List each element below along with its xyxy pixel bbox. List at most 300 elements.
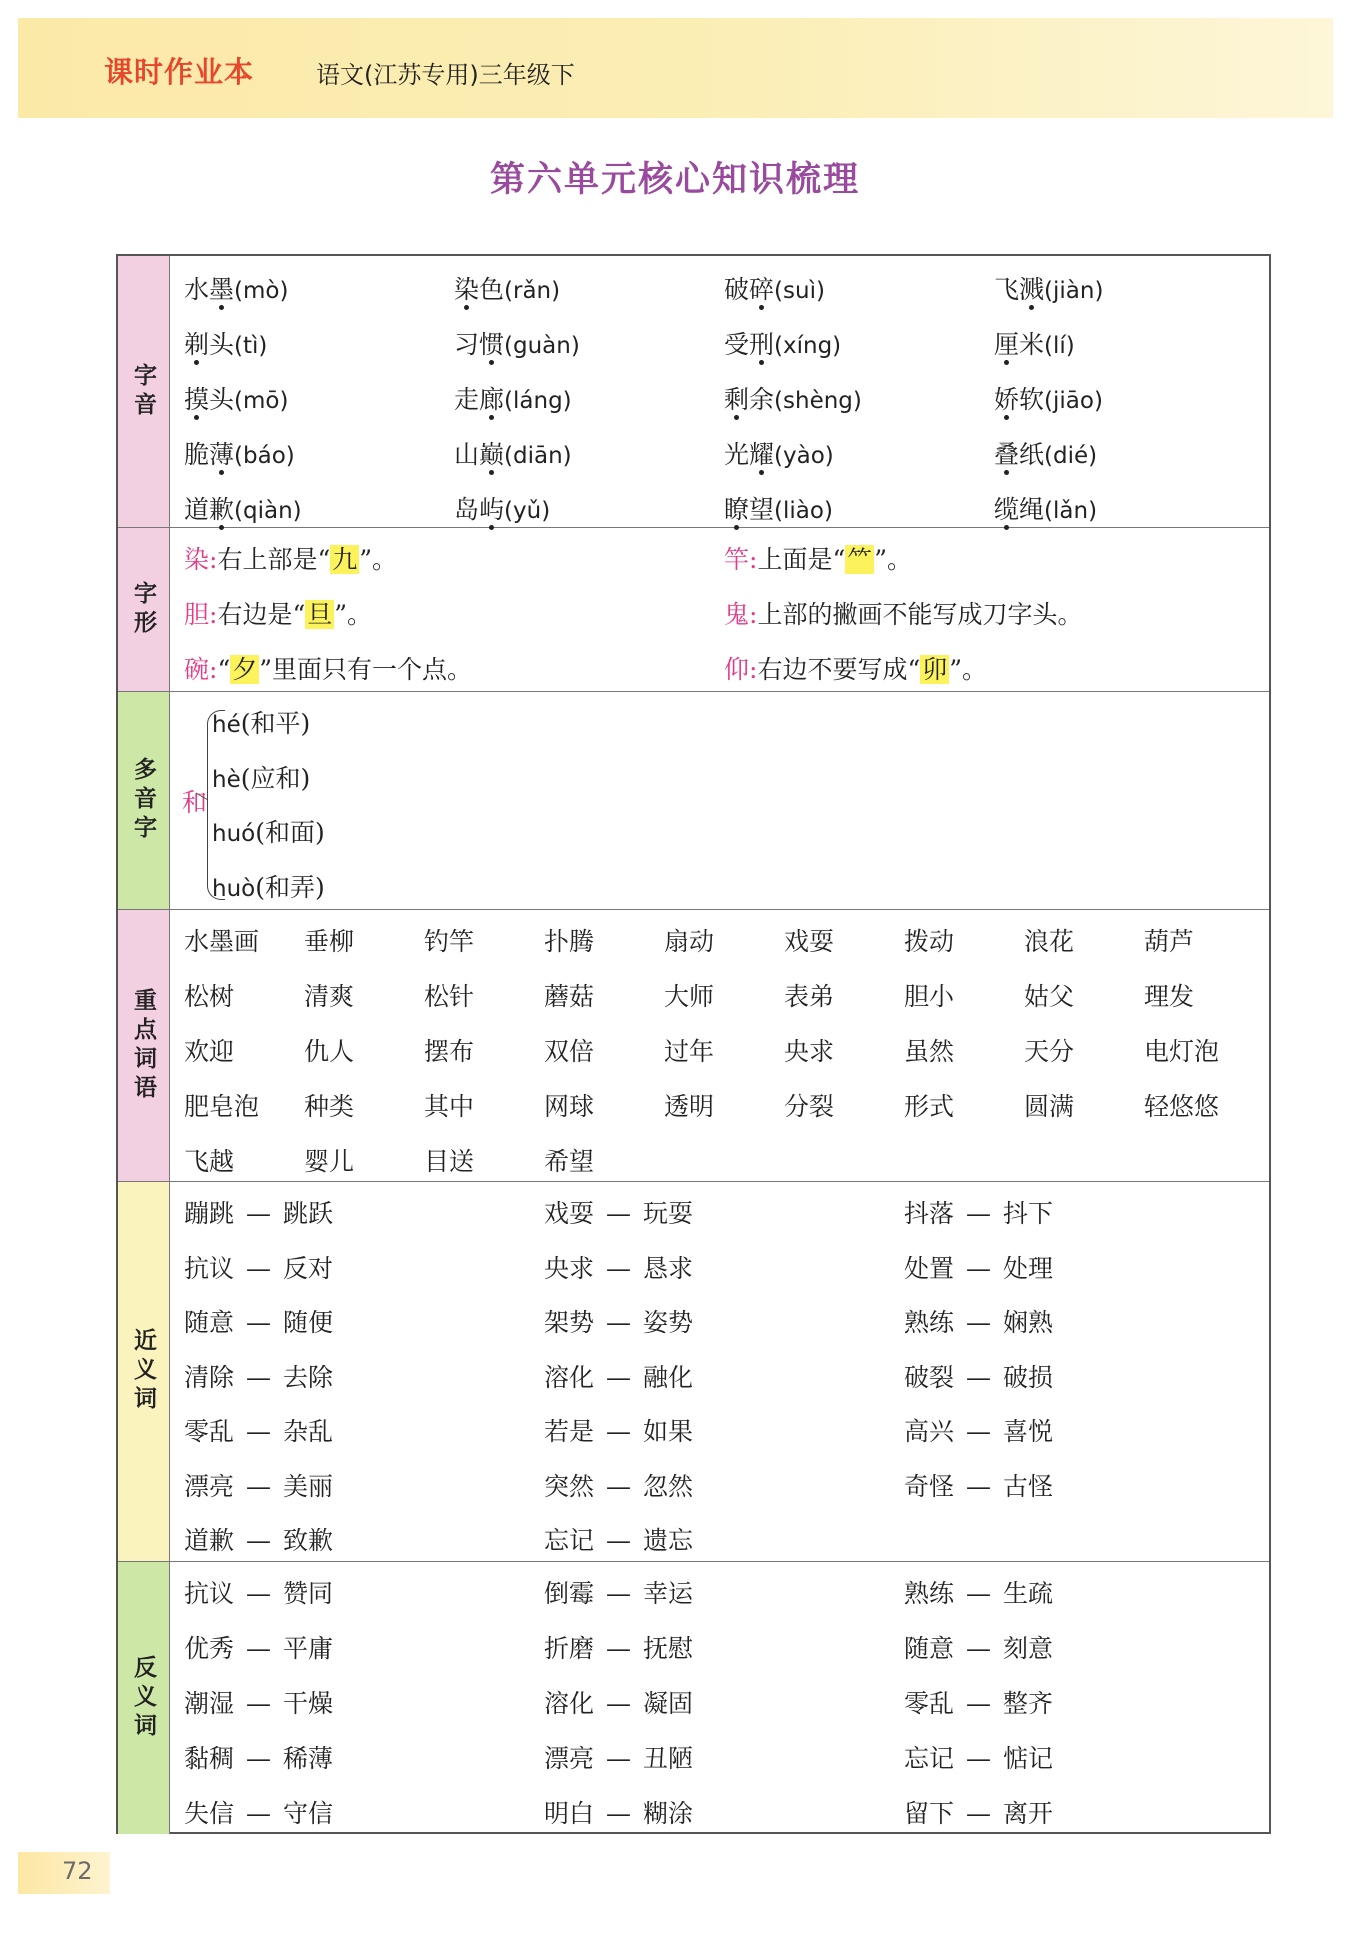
dash: — bbox=[246, 1308, 272, 1337]
word: 遗忘 bbox=[643, 1526, 694, 1555]
dotted-char: 薄 bbox=[209, 440, 235, 469]
word: 破裂 bbox=[904, 1362, 955, 1392]
note-text: “ bbox=[217, 655, 231, 684]
word-part: 飞 bbox=[994, 275, 1020, 304]
word: 熟练 bbox=[904, 1308, 955, 1337]
synonym-pair bbox=[904, 1303, 1053, 1339]
dotted-char: 屿 bbox=[479, 495, 505, 524]
pronunciation-item bbox=[994, 380, 1103, 416]
target-char: 胆 bbox=[184, 600, 210, 629]
synonym-pair bbox=[904, 1467, 1053, 1503]
word: 突然 bbox=[544, 1471, 595, 1501]
pinyin: (lí) bbox=[1044, 333, 1075, 359]
word: 明白 bbox=[544, 1799, 595, 1828]
pinyin: (jiàn) bbox=[1044, 278, 1104, 304]
reading-item bbox=[212, 704, 310, 740]
word-part: 望 bbox=[749, 495, 775, 524]
section-label-text: 近义词 bbox=[130, 1328, 156, 1415]
antonym-pair bbox=[904, 1794, 1053, 1830]
pinyin: (diān) bbox=[504, 443, 572, 469]
target-char: 竿 bbox=[724, 545, 750, 574]
synonym-pair bbox=[544, 1194, 693, 1230]
section-label-text: 字音 bbox=[130, 362, 156, 421]
dash: — bbox=[246, 1799, 272, 1828]
note-text: ”。 bbox=[359, 545, 398, 574]
word-part: 道 bbox=[184, 495, 210, 524]
dash: — bbox=[246, 1689, 272, 1718]
knowledge-table bbox=[116, 254, 1271, 1834]
dash: — bbox=[606, 1744, 632, 1773]
word: 溶化 bbox=[544, 1362, 595, 1392]
key-word: 圆满 bbox=[1024, 1092, 1075, 1121]
word: 高兴 bbox=[904, 1417, 955, 1446]
word-part: 余 bbox=[749, 385, 775, 414]
key-word: 肥皂泡 bbox=[184, 1092, 260, 1121]
pronunciation-item bbox=[724, 380, 862, 416]
page-number: 72 bbox=[62, 1857, 93, 1885]
word: 抖落 bbox=[904, 1199, 955, 1228]
word: 架势 bbox=[544, 1308, 595, 1337]
pinyin: (shèng) bbox=[774, 388, 862, 414]
page-title: 第六单元核心知识梳理 bbox=[489, 160, 860, 200]
word: 干燥 bbox=[283, 1689, 334, 1718]
pronunciation-item bbox=[454, 435, 572, 471]
note-text: 上部的撇画不能写成刀字头。 bbox=[757, 600, 1083, 629]
word: 零乱 bbox=[904, 1689, 955, 1718]
dash: — bbox=[606, 1362, 632, 1392]
key-word: 过年 bbox=[664, 1037, 715, 1066]
dash: — bbox=[606, 1689, 632, 1718]
word: 若是 bbox=[544, 1417, 595, 1446]
dash: — bbox=[606, 1526, 632, 1555]
dash: — bbox=[966, 1308, 992, 1337]
section-label bbox=[118, 1562, 170, 1834]
word: 离开 bbox=[1003, 1799, 1054, 1828]
dash: — bbox=[966, 1417, 992, 1446]
dash: — bbox=[246, 1253, 272, 1283]
word: 破损 bbox=[1003, 1362, 1054, 1392]
dash: — bbox=[606, 1634, 632, 1663]
highlighted-char: 九 bbox=[332, 545, 358, 574]
word: 融化 bbox=[643, 1362, 694, 1392]
section-label bbox=[118, 256, 170, 527]
dotted-char: 碎 bbox=[749, 275, 775, 304]
section-label bbox=[118, 692, 170, 909]
word: 倒霉 bbox=[544, 1579, 595, 1608]
dash: — bbox=[246, 1744, 272, 1773]
word: 喜悦 bbox=[1003, 1417, 1054, 1446]
dash: — bbox=[606, 1471, 632, 1501]
word-part: 米 bbox=[1019, 330, 1045, 359]
dotted-char: 娇 bbox=[994, 385, 1020, 414]
word: 漂亮 bbox=[544, 1744, 595, 1773]
pronunciation-item bbox=[184, 380, 288, 416]
note-text: ”。 bbox=[334, 600, 373, 629]
synonym-pair bbox=[184, 1249, 333, 1285]
pinyin: (liào) bbox=[774, 498, 833, 524]
word-part: 水 bbox=[184, 275, 210, 304]
section-duoyin bbox=[118, 692, 1269, 910]
pinyin: (guàn) bbox=[504, 333, 580, 359]
key-word: 胆小 bbox=[904, 982, 955, 1011]
brand-title: 课时作业本 bbox=[104, 55, 255, 89]
key-word: 形式 bbox=[904, 1092, 955, 1121]
word: 留下 bbox=[904, 1799, 955, 1828]
synonym-pair bbox=[184, 1194, 333, 1230]
pinyin: (yǔ) bbox=[504, 498, 551, 524]
word: 杂乱 bbox=[283, 1417, 334, 1446]
pronunciation-item bbox=[184, 325, 267, 361]
word: 抚慰 bbox=[643, 1634, 694, 1663]
section-content bbox=[170, 910, 1269, 1181]
word: 抗议 bbox=[184, 1253, 235, 1283]
pronunciation-item bbox=[994, 435, 1097, 471]
word: 生疏 bbox=[1003, 1579, 1054, 1608]
word: 戏耍 bbox=[544, 1199, 595, 1228]
word-part: 岛 bbox=[454, 495, 480, 524]
dotted-char: 廊 bbox=[479, 385, 505, 414]
key-word: 欢迎 bbox=[184, 1037, 235, 1066]
word-part: 纸 bbox=[1019, 440, 1045, 469]
key-word: 仇人 bbox=[304, 1037, 355, 1066]
word: 稀薄 bbox=[283, 1744, 334, 1773]
word: 央求 bbox=[544, 1253, 595, 1283]
pinyin: hé bbox=[212, 712, 241, 738]
word: 跳跃 bbox=[283, 1199, 334, 1228]
dash: — bbox=[966, 1744, 992, 1773]
word: 处置 bbox=[904, 1253, 955, 1283]
pronunciation-item bbox=[454, 325, 580, 361]
pinyin: (mò) bbox=[234, 278, 289, 304]
word-part: 色 bbox=[479, 275, 505, 304]
dash: — bbox=[966, 1362, 992, 1392]
key-word: 虽然 bbox=[904, 1037, 955, 1066]
key-word: 双倍 bbox=[544, 1037, 595, 1066]
synonym-pair bbox=[904, 1194, 1053, 1230]
pinyin: (báo) bbox=[234, 443, 295, 469]
pronunciation-item bbox=[724, 490, 833, 526]
highlighted-char: 旦 bbox=[307, 600, 333, 629]
example-word: (和平) bbox=[240, 709, 311, 738]
key-word: 松针 bbox=[424, 982, 475, 1011]
key-word: 网球 bbox=[544, 1092, 595, 1121]
dash: — bbox=[246, 1471, 272, 1501]
word: 赞同 bbox=[283, 1579, 334, 1608]
example-word: (应和) bbox=[240, 763, 311, 793]
antonym-pair bbox=[544, 1574, 693, 1610]
dash: — bbox=[606, 1199, 632, 1228]
word: 抖下 bbox=[1003, 1199, 1054, 1228]
word-part: 走 bbox=[454, 385, 480, 414]
dotted-char: 剩 bbox=[724, 385, 750, 414]
example-word: (和弄) bbox=[255, 872, 325, 902]
dotted-char: 叠 bbox=[994, 440, 1020, 469]
key-word: 分裂 bbox=[784, 1092, 835, 1121]
note-text: 上面是“ bbox=[757, 545, 846, 574]
note-text: ”。 bbox=[949, 655, 988, 684]
word: 蹦跳 bbox=[184, 1199, 235, 1228]
pronunciation-item bbox=[454, 380, 572, 416]
word-part: 山 bbox=[454, 440, 480, 469]
word: 糊涂 bbox=[643, 1799, 694, 1828]
dash: — bbox=[966, 1253, 992, 1283]
antonym-pair bbox=[184, 1629, 333, 1665]
dotted-char: 墨 bbox=[209, 275, 235, 304]
section-label bbox=[118, 528, 170, 691]
pronunciation-item bbox=[184, 490, 302, 526]
key-word: 垂柳 bbox=[304, 927, 355, 956]
pinyin: (tì) bbox=[234, 333, 268, 359]
word: 丑陋 bbox=[643, 1744, 694, 1773]
target-char: 染 bbox=[184, 545, 210, 574]
synonym-pair bbox=[184, 1521, 333, 1557]
word: 清除 bbox=[184, 1362, 235, 1392]
word-part: 头 bbox=[209, 385, 235, 414]
dotted-char: 瞭 bbox=[724, 495, 750, 524]
synonym-pair bbox=[184, 1358, 333, 1394]
antonym-pair bbox=[184, 1739, 333, 1775]
dotted-char: 惯 bbox=[479, 330, 505, 359]
note-text: 右边不要写成“ bbox=[757, 655, 921, 684]
word: 奇怪 bbox=[904, 1471, 955, 1501]
word: 熟练 bbox=[904, 1579, 955, 1608]
key-word: 葫芦 bbox=[1144, 927, 1195, 956]
section-content bbox=[170, 1562, 1269, 1834]
target-char: 碗 bbox=[184, 655, 210, 684]
word: 娴熟 bbox=[1003, 1308, 1054, 1337]
word-part: 头 bbox=[209, 330, 235, 359]
section-label-text: 多音字 bbox=[130, 757, 156, 844]
antonym-pair bbox=[544, 1794, 693, 1830]
key-word: 其中 bbox=[424, 1092, 475, 1121]
synonym-pair bbox=[904, 1249, 1053, 1285]
word: 随意 bbox=[184, 1308, 235, 1337]
word: 刻意 bbox=[1003, 1634, 1054, 1663]
word: 折磨 bbox=[544, 1634, 595, 1663]
word: 美丽 bbox=[283, 1471, 334, 1501]
key-word: 种类 bbox=[304, 1092, 355, 1121]
key-word: 摆布 bbox=[424, 1037, 475, 1066]
colon: : bbox=[209, 600, 218, 629]
dash: — bbox=[966, 1799, 992, 1828]
word: 惦记 bbox=[1003, 1744, 1054, 1773]
word: 零乱 bbox=[184, 1417, 235, 1446]
antonym-pair bbox=[544, 1629, 693, 1665]
section-content bbox=[170, 1182, 1269, 1561]
antonym-pair bbox=[544, 1739, 693, 1775]
key-word: 钓竿 bbox=[424, 927, 475, 956]
target-char: 鬼 bbox=[724, 600, 750, 629]
antonym-pair bbox=[904, 1684, 1053, 1720]
key-word: 透明 bbox=[664, 1092, 715, 1121]
key-word: 央求 bbox=[784, 1037, 835, 1066]
word-part: 脆 bbox=[184, 440, 210, 469]
word-part: 软 bbox=[1019, 385, 1045, 414]
key-word: 戏耍 bbox=[784, 927, 835, 956]
key-word: 扑腾 bbox=[544, 927, 595, 956]
key-word: 婴儿 bbox=[304, 1147, 355, 1176]
word: 凝固 bbox=[643, 1689, 694, 1718]
key-word: 扇动 bbox=[664, 927, 715, 956]
dash: — bbox=[966, 1579, 992, 1608]
pinyin: (láng) bbox=[504, 388, 572, 414]
synonym-pair bbox=[904, 1358, 1053, 1394]
section-label bbox=[118, 910, 170, 1181]
synonym-pair bbox=[544, 1467, 693, 1503]
word-part: 光 bbox=[724, 440, 750, 469]
word: 潮湿 bbox=[184, 1689, 235, 1718]
pronunciation-item bbox=[724, 325, 841, 361]
dash: — bbox=[246, 1362, 272, 1392]
key-word: 松树 bbox=[184, 982, 235, 1011]
word: 处理 bbox=[1003, 1253, 1054, 1283]
highlighted-char: 夕 bbox=[232, 655, 258, 684]
word: 如果 bbox=[643, 1417, 694, 1446]
dotted-char: 剃 bbox=[184, 330, 210, 359]
colon: : bbox=[749, 545, 758, 574]
pinyin: (lǎn) bbox=[1044, 498, 1098, 524]
reading-item bbox=[212, 813, 325, 849]
word: 随意 bbox=[904, 1634, 955, 1663]
target-char: 仰 bbox=[724, 655, 750, 684]
section-content bbox=[170, 256, 1269, 527]
dotted-char: 耀 bbox=[749, 440, 775, 469]
dash: — bbox=[246, 1199, 272, 1228]
pronunciation-item bbox=[454, 270, 560, 306]
word: 优秀 bbox=[184, 1634, 235, 1663]
word: 幸运 bbox=[643, 1579, 694, 1608]
pinyin: huó bbox=[212, 821, 256, 847]
pronunciation-item bbox=[994, 490, 1097, 526]
section-label-text: 反义词 bbox=[130, 1654, 156, 1742]
dotted-char: 染 bbox=[454, 275, 480, 304]
key-word: 清爽 bbox=[304, 982, 355, 1011]
section-content bbox=[170, 528, 1269, 691]
antonym-pair bbox=[904, 1574, 1053, 1610]
key-word: 拨动 bbox=[904, 927, 955, 956]
character-form-note bbox=[724, 595, 1082, 631]
synonym-pair bbox=[544, 1249, 693, 1285]
word: 道歉 bbox=[184, 1526, 235, 1555]
dash: — bbox=[966, 1471, 992, 1501]
key-word: 天分 bbox=[1024, 1037, 1075, 1066]
dash: — bbox=[966, 1199, 992, 1228]
pinyin: huò bbox=[212, 875, 256, 902]
pronunciation-item bbox=[454, 490, 550, 526]
synonym-pair bbox=[544, 1412, 693, 1448]
dash: — bbox=[246, 1634, 272, 1663]
word: 守信 bbox=[283, 1799, 334, 1828]
highlighted-char: ⺮ bbox=[847, 545, 873, 574]
dash: — bbox=[966, 1689, 992, 1718]
pinyin: (suì) bbox=[774, 278, 825, 304]
colon: : bbox=[749, 600, 758, 629]
pinyin: hè bbox=[212, 766, 241, 793]
section-label-text: 字形 bbox=[130, 580, 156, 639]
character-form-note bbox=[184, 540, 397, 576]
pinyin: (dié) bbox=[1044, 443, 1098, 469]
key-word: 电灯泡 bbox=[1144, 1037, 1220, 1066]
key-word: 大师 bbox=[664, 982, 715, 1011]
section-label-text: 重点词语 bbox=[130, 987, 156, 1104]
antonym-pair bbox=[544, 1684, 693, 1720]
dash: — bbox=[606, 1799, 632, 1828]
pronunciation-item bbox=[724, 270, 825, 306]
dash: — bbox=[606, 1308, 632, 1337]
word: 整齐 bbox=[1003, 1689, 1054, 1718]
key-word: 飞越 bbox=[184, 1147, 235, 1176]
synonym-pair bbox=[184, 1467, 333, 1503]
reading-item bbox=[212, 868, 325, 904]
key-word: 表弟 bbox=[784, 982, 835, 1011]
antonym-pair bbox=[184, 1574, 333, 1610]
dotted-char: 刑 bbox=[749, 330, 775, 359]
highlighted-char: 卯 bbox=[922, 655, 948, 684]
word-part: 破 bbox=[724, 275, 750, 304]
word: 忘记 bbox=[904, 1744, 955, 1773]
synonym-pair bbox=[904, 1412, 1053, 1448]
dotted-char: 巅 bbox=[479, 440, 505, 469]
key-word: 希望 bbox=[544, 1147, 595, 1176]
note-text: ”里面只有一个点。 bbox=[259, 655, 473, 684]
word: 抗议 bbox=[184, 1579, 235, 1608]
word-part: 受 bbox=[724, 330, 750, 359]
dash: — bbox=[246, 1526, 272, 1555]
dash: — bbox=[606, 1417, 632, 1446]
antonym-pair bbox=[904, 1629, 1053, 1665]
word: 失信 bbox=[184, 1799, 235, 1828]
synonym-pair bbox=[544, 1521, 693, 1557]
reading-item bbox=[212, 759, 310, 795]
word: 随便 bbox=[283, 1308, 334, 1337]
character-form-note bbox=[724, 540, 912, 576]
pronunciation-item bbox=[184, 435, 295, 471]
dash: — bbox=[246, 1579, 272, 1608]
pronunciation-item bbox=[184, 270, 288, 306]
key-word: 姑父 bbox=[1024, 982, 1075, 1011]
note-text: 右边是“ bbox=[217, 600, 306, 629]
word: 黏稠 bbox=[184, 1744, 235, 1773]
word: 平庸 bbox=[283, 1634, 334, 1663]
dash: — bbox=[606, 1253, 632, 1283]
pinyin: (jiāo) bbox=[1044, 388, 1103, 414]
key-word: 理发 bbox=[1144, 982, 1195, 1011]
pinyin: (qiàn) bbox=[234, 498, 302, 524]
character-form-note bbox=[184, 595, 372, 631]
word: 漂亮 bbox=[184, 1471, 235, 1501]
section-fanyi bbox=[118, 1562, 1269, 1834]
pinyin: (rǎn) bbox=[504, 278, 561, 304]
pinyin: (xíng) bbox=[774, 333, 842, 359]
section-ciyu bbox=[118, 910, 1269, 1182]
word: 去除 bbox=[283, 1362, 334, 1392]
book-subtitle: 语文(江苏专用)三年级下 bbox=[316, 61, 575, 89]
synonym-pair bbox=[184, 1303, 333, 1339]
antonym-pair bbox=[904, 1739, 1053, 1775]
word-part: 绳 bbox=[1019, 495, 1045, 524]
character-form-note bbox=[184, 650, 472, 686]
dotted-char: 歉 bbox=[209, 495, 235, 524]
note-text: 右上部是“ bbox=[217, 545, 331, 574]
dotted-char: 溅 bbox=[1019, 275, 1045, 304]
word: 姿势 bbox=[643, 1308, 694, 1337]
section-ziyin bbox=[118, 256, 1269, 528]
antonym-pair bbox=[184, 1684, 333, 1720]
key-word: 蘑菇 bbox=[544, 982, 595, 1011]
dash: — bbox=[246, 1417, 272, 1446]
key-word: 目送 bbox=[424, 1147, 475, 1176]
dotted-char: 缆 bbox=[994, 495, 1020, 524]
